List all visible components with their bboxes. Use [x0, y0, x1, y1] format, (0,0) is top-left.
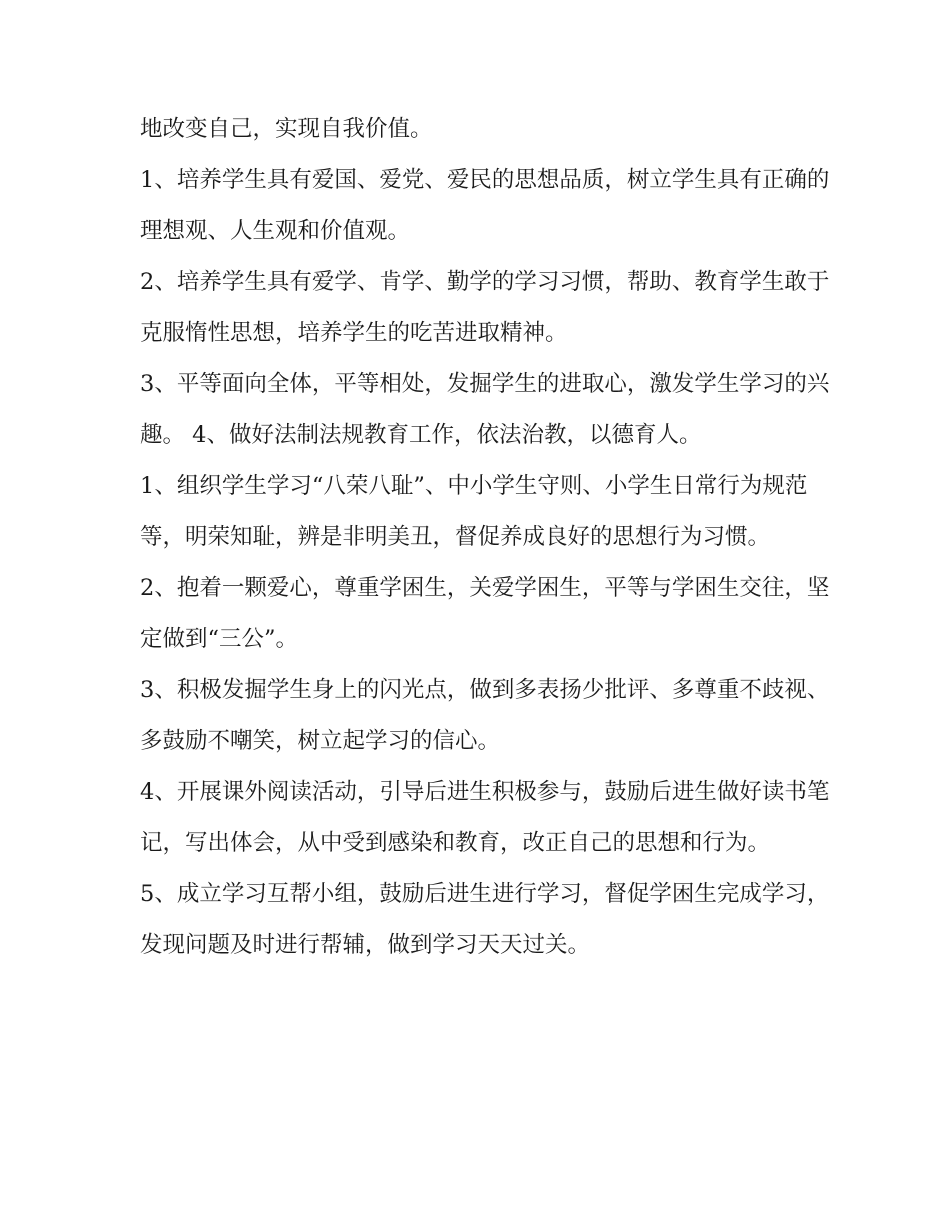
paragraph-item-4-reading: 4、开展课外阅读活动，引导后进生积极参与，鼓励后进生做好读书笔记，写出体会，从中受到感染和教育，改正自己的思想和行为。 [140, 779, 830, 856]
paragraph-item-1-patriotism: 1、培养学生具有爱国、爱党、爱民的思想品质，树立学生具有正确的理想观、人生观和价值观。 [140, 167, 830, 244]
paragraph-intro: 地改变自己，实现自我价值。 [140, 116, 433, 142]
paragraph-item-2-study-habits: 2、培养学生具有爱学、肯学、勤学的学习习惯，帮助、教育学生敢于克服惰性思想，培养学生的吃苦进取精神。 [140, 269, 830, 346]
document-body [140, 104, 830, 971]
paragraph-item-5-study-group: 5、成立学习互帮小组，鼓励后进生进行学习，督促学困生完成学习，发现问题及时进行帮辅，做到学习天天过关。 [140, 881, 830, 958]
paragraph-item-2-care: 2、抱着一颗爱心，尊重学困生，关爱学困生，平等与学困生交往，坚定做到“三公”。 [140, 575, 830, 652]
paragraph-item-1-honor-shame: 1、组织学生学习“八荣八耻”、中小学生守则、小学生日常行为规范等，明荣知耻，辨是非明美丑，督促养成良好的思想行为习惯。 [140, 473, 808, 550]
paragraph-item-3-encouragement: 3、积极发掘学生身上的闪光点，做到多表扬少批评、多尊重不歧视、多鼓励不嘲笑，树立起学习的信心。 [140, 677, 830, 754]
paragraph-item-3-equality: 3、平等面向全体，平等相处，发掘学生的进取心，激发学生学习的兴趣。 4、做好法制法规教育工作，依法治教，以德育人。 [140, 371, 830, 448]
